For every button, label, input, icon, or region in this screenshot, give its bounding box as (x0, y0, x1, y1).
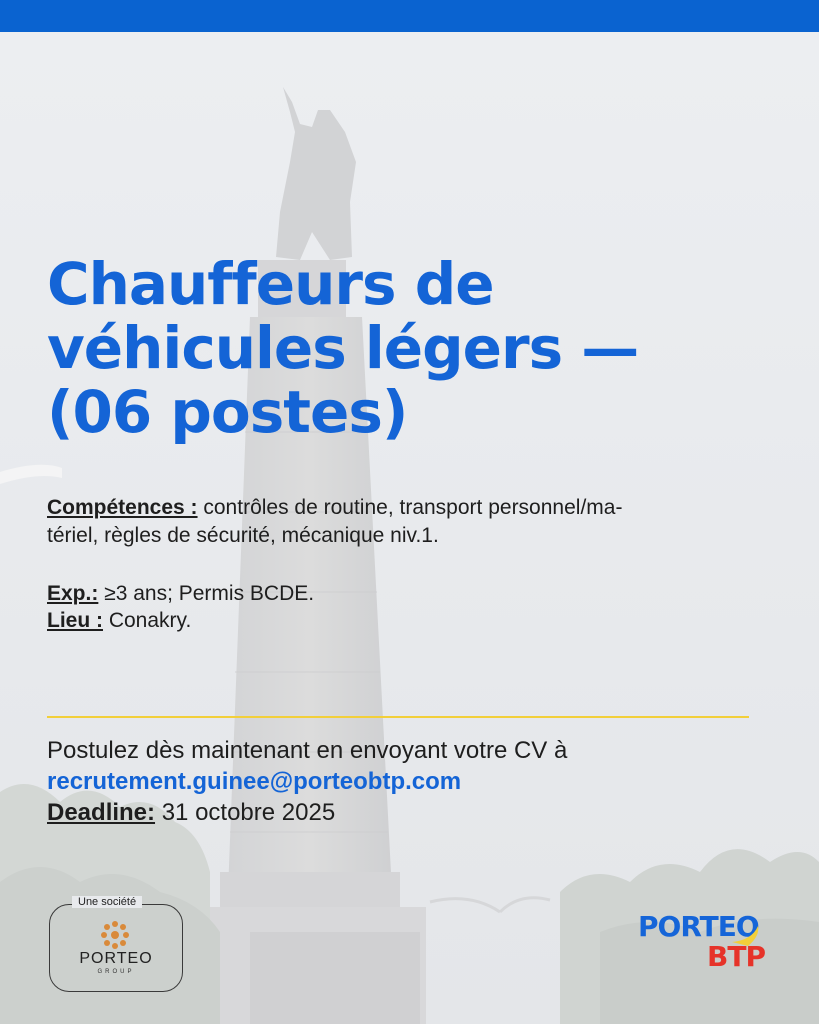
application-email-link[interactable]: recrutement.guinee@porteobtp.com (47, 768, 462, 795)
location-line (47, 607, 767, 635)
skills-text: contrôles de routine, transport personnel/ma- (197, 496, 623, 519)
group-caption: Une société (72, 896, 142, 908)
porteo-btp-logo-bottom: BTP (707, 940, 765, 973)
deadline-text: 31 octobre 2025 (155, 799, 336, 826)
top-accent-bar (0, 0, 819, 32)
group-name: PORTEO (79, 950, 153, 967)
experience-label: Exp.: (47, 582, 99, 605)
porteo-btp-logo-top: PORTEO (638, 910, 759, 943)
location-label: Lieu : (47, 609, 103, 632)
deadline-label: Deadline: (47, 799, 156, 826)
job-title (47, 252, 767, 444)
section-divider (47, 716, 749, 718)
job-title-line-1: Chauffeurs de (47, 250, 494, 318)
skills-paragraph (47, 494, 767, 550)
experience-line (47, 580, 767, 608)
apply-section (47, 735, 787, 828)
group-subtitle: GROUP (97, 969, 135, 975)
job-title-line-2: véhicules légers — (47, 314, 639, 382)
skills-label: Compétences : (47, 496, 198, 519)
apply-intro: Postulez dès maintenant en envoyant votre CV à (47, 737, 568, 764)
porteo-group-logo-icon (100, 920, 130, 950)
job-title-line-3: (06 postes) (47, 378, 408, 446)
experience-text: ≥3 ans; Permis BCDE. (98, 582, 315, 605)
skills-text-continued: tériel, règles de sécurité, mécanique niv.1. (47, 524, 439, 547)
location-text: Conakry. (103, 609, 192, 632)
